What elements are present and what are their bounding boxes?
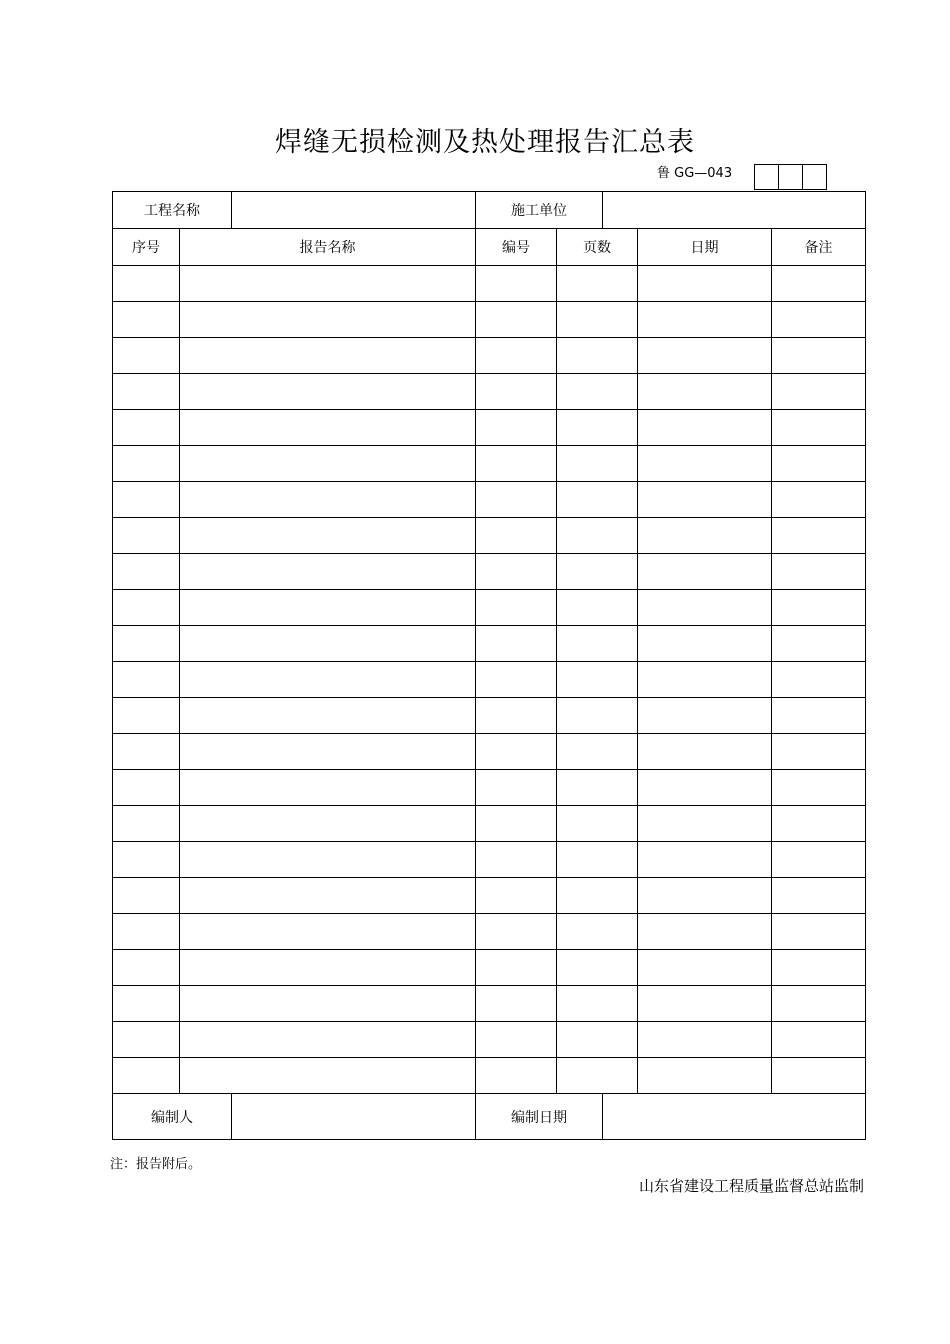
cell-seq[interactable] bbox=[113, 842, 180, 878]
form-title: 焊缝无损检测及热处理报告汇总表 bbox=[275, 127, 695, 158]
cell-number[interactable] bbox=[476, 734, 557, 770]
cell-number[interactable] bbox=[476, 626, 557, 662]
cell-remarks[interactable] bbox=[772, 266, 866, 302]
cell-seq[interactable] bbox=[113, 482, 180, 518]
preparer-field[interactable] bbox=[232, 1094, 476, 1140]
cell-seq[interactable] bbox=[113, 1058, 180, 1094]
cell-remarks[interactable] bbox=[772, 590, 866, 626]
cell-remarks[interactable] bbox=[772, 482, 866, 518]
cell-date[interactable] bbox=[638, 662, 772, 698]
cell-report-name[interactable] bbox=[180, 338, 476, 374]
cell-pages[interactable] bbox=[557, 266, 638, 302]
cell-date[interactable] bbox=[638, 338, 772, 374]
cell-remarks[interactable] bbox=[772, 518, 866, 554]
cell-report-name[interactable] bbox=[180, 1058, 476, 1094]
col-header-report-name: 报告名称 bbox=[180, 229, 476, 266]
cell-date[interactable] bbox=[638, 698, 772, 734]
table-row bbox=[113, 986, 866, 1022]
table-row bbox=[113, 302, 866, 338]
cell-date[interactable] bbox=[638, 626, 772, 662]
cell-seq[interactable] bbox=[113, 878, 180, 914]
cell-remarks[interactable] bbox=[772, 734, 866, 770]
col-header-seq: 序号 bbox=[113, 229, 180, 266]
table-row bbox=[113, 698, 866, 734]
cell-number[interactable] bbox=[476, 554, 557, 590]
prepared-date-field[interactable] bbox=[603, 1094, 866, 1140]
table-row bbox=[113, 482, 866, 518]
cell-remarks[interactable] bbox=[772, 338, 866, 374]
cell-number[interactable] bbox=[476, 770, 557, 806]
table-row bbox=[113, 338, 866, 374]
table-row bbox=[113, 842, 866, 878]
cell-report-name[interactable] bbox=[180, 734, 476, 770]
cell-number[interactable] bbox=[476, 590, 557, 626]
cell-number[interactable] bbox=[476, 806, 557, 842]
cell-date[interactable] bbox=[638, 986, 772, 1022]
table-row bbox=[113, 554, 866, 590]
cell-seq[interactable] bbox=[113, 626, 180, 662]
archive-box[interactable] bbox=[802, 164, 827, 190]
cell-pages[interactable] bbox=[557, 482, 638, 518]
cell-report-name[interactable] bbox=[180, 482, 476, 518]
table-row bbox=[113, 1058, 866, 1094]
cell-remarks[interactable] bbox=[772, 806, 866, 842]
cell-seq[interactable] bbox=[113, 914, 180, 950]
cell-report-name[interactable] bbox=[180, 842, 476, 878]
table-row bbox=[113, 950, 866, 986]
cell-pages[interactable] bbox=[557, 626, 638, 662]
table-row bbox=[113, 662, 866, 698]
cell-number[interactable] bbox=[476, 662, 557, 698]
cell-number[interactable] bbox=[476, 446, 557, 482]
project-name-field[interactable] bbox=[232, 192, 476, 229]
cell-pages[interactable] bbox=[557, 1058, 638, 1094]
table-row bbox=[113, 770, 866, 806]
table-row bbox=[113, 1022, 866, 1058]
cell-pages[interactable] bbox=[557, 338, 638, 374]
cell-pages[interactable] bbox=[557, 410, 638, 446]
cell-number[interactable] bbox=[476, 410, 557, 446]
cell-seq[interactable] bbox=[113, 950, 180, 986]
cell-number[interactable] bbox=[476, 338, 557, 374]
cell-pages[interactable] bbox=[557, 1022, 638, 1058]
table-row bbox=[113, 374, 866, 410]
cell-date[interactable] bbox=[638, 302, 772, 338]
table-row bbox=[113, 266, 866, 302]
cell-seq[interactable] bbox=[113, 518, 180, 554]
cell-date[interactable] bbox=[638, 914, 772, 950]
report-summary-table bbox=[112, 191, 866, 1140]
cell-seq[interactable] bbox=[113, 374, 180, 410]
cell-date[interactable] bbox=[638, 410, 772, 446]
cell-number[interactable] bbox=[476, 986, 557, 1022]
table-row bbox=[113, 878, 866, 914]
project-name-label: 工程名称 bbox=[113, 192, 232, 229]
cell-report-name[interactable] bbox=[180, 590, 476, 626]
table-row bbox=[113, 626, 866, 662]
cell-pages[interactable] bbox=[557, 950, 638, 986]
cell-date[interactable] bbox=[638, 1022, 772, 1058]
col-header-pages: 页数 bbox=[557, 229, 638, 266]
cell-report-name[interactable] bbox=[180, 878, 476, 914]
cell-seq[interactable] bbox=[113, 302, 180, 338]
cell-seq[interactable] bbox=[113, 770, 180, 806]
cell-remarks[interactable] bbox=[772, 302, 866, 338]
footer-row bbox=[113, 1094, 866, 1140]
table-row bbox=[113, 590, 866, 626]
cell-remarks[interactable] bbox=[772, 698, 866, 734]
cell-report-name[interactable] bbox=[180, 698, 476, 734]
issuer-label: 山东省建设工程质量监督总站监制 bbox=[638, 1177, 864, 1195]
cell-date[interactable] bbox=[638, 950, 772, 986]
cell-pages[interactable] bbox=[557, 770, 638, 806]
cell-date[interactable] bbox=[638, 770, 772, 806]
cell-number[interactable] bbox=[476, 698, 557, 734]
cell-pages[interactable] bbox=[557, 734, 638, 770]
cell-report-name[interactable] bbox=[180, 986, 476, 1022]
cell-report-name[interactable] bbox=[180, 518, 476, 554]
cell-pages[interactable] bbox=[557, 698, 638, 734]
cell-remarks[interactable] bbox=[772, 446, 866, 482]
cell-report-name[interactable] bbox=[180, 446, 476, 482]
cell-pages[interactable] bbox=[557, 878, 638, 914]
cell-report-name[interactable] bbox=[180, 374, 476, 410]
cell-date[interactable] bbox=[638, 734, 772, 770]
cell-seq[interactable] bbox=[113, 806, 180, 842]
cell-seq[interactable] bbox=[113, 734, 180, 770]
cell-report-name[interactable] bbox=[180, 1022, 476, 1058]
cell-remarks[interactable] bbox=[772, 986, 866, 1022]
table-row bbox=[113, 446, 866, 482]
cell-remarks[interactable] bbox=[772, 554, 866, 590]
cell-number[interactable] bbox=[476, 374, 557, 410]
cell-seq[interactable] bbox=[113, 266, 180, 302]
cell-pages[interactable] bbox=[557, 302, 638, 338]
cell-seq[interactable] bbox=[113, 662, 180, 698]
cell-date[interactable] bbox=[638, 878, 772, 914]
cell-pages[interactable] bbox=[557, 554, 638, 590]
cell-date[interactable] bbox=[638, 554, 772, 590]
cell-pages[interactable] bbox=[557, 662, 638, 698]
cell-date[interactable] bbox=[638, 806, 772, 842]
cell-date[interactable] bbox=[638, 518, 772, 554]
cell-seq[interactable] bbox=[113, 698, 180, 734]
cell-pages[interactable] bbox=[557, 806, 638, 842]
cell-remarks[interactable] bbox=[772, 878, 866, 914]
table-row bbox=[113, 518, 866, 554]
archive-box[interactable] bbox=[778, 164, 802, 190]
cell-pages[interactable] bbox=[557, 518, 638, 554]
cell-pages[interactable] bbox=[557, 446, 638, 482]
contractor-field[interactable] bbox=[603, 192, 866, 229]
cell-remarks[interactable] bbox=[772, 842, 866, 878]
cell-seq[interactable] bbox=[113, 590, 180, 626]
table-row bbox=[113, 914, 866, 950]
cell-remarks[interactable] bbox=[772, 410, 866, 446]
footnote: 注：报告附后。 bbox=[110, 1157, 202, 1172]
table-row bbox=[113, 734, 866, 770]
archive-number-boxes bbox=[754, 164, 827, 190]
cell-date[interactable] bbox=[638, 1058, 772, 1094]
cell-remarks[interactable] bbox=[772, 914, 866, 950]
cell-number[interactable] bbox=[476, 266, 557, 302]
col-header-date: 日期 bbox=[638, 229, 772, 266]
cell-report-name[interactable] bbox=[180, 662, 476, 698]
cell-pages[interactable] bbox=[557, 590, 638, 626]
cell-report-name[interactable] bbox=[180, 266, 476, 302]
table-row bbox=[113, 806, 866, 842]
cell-report-name[interactable] bbox=[180, 626, 476, 662]
cell-seq[interactable] bbox=[113, 446, 180, 482]
cell-pages[interactable] bbox=[557, 914, 638, 950]
cell-seq[interactable] bbox=[113, 410, 180, 446]
cell-date[interactable] bbox=[638, 482, 772, 518]
cell-seq[interactable] bbox=[113, 338, 180, 374]
col-header-remarks: 备注 bbox=[772, 229, 866, 266]
cell-date[interactable] bbox=[638, 446, 772, 482]
cell-pages[interactable] bbox=[557, 374, 638, 410]
contractor-label: 施工单位 bbox=[476, 192, 603, 229]
form-code: 鲁 GG—043 bbox=[657, 166, 733, 181]
preparer-label: 编制人 bbox=[113, 1094, 232, 1140]
archive-box[interactable] bbox=[754, 164, 778, 190]
project-info-row bbox=[113, 192, 866, 229]
cell-number[interactable] bbox=[476, 302, 557, 338]
cell-report-name[interactable] bbox=[180, 410, 476, 446]
cell-number[interactable] bbox=[476, 914, 557, 950]
cell-number[interactable] bbox=[476, 878, 557, 914]
cell-report-name[interactable] bbox=[180, 302, 476, 338]
cell-seq[interactable] bbox=[113, 1022, 180, 1058]
cell-remarks[interactable] bbox=[772, 950, 866, 986]
cell-seq[interactable] bbox=[113, 554, 180, 590]
cell-remarks[interactable] bbox=[772, 374, 866, 410]
cell-remarks[interactable] bbox=[772, 1022, 866, 1058]
cell-report-name[interactable] bbox=[180, 554, 476, 590]
cell-number[interactable] bbox=[476, 482, 557, 518]
cell-remarks[interactable] bbox=[772, 662, 866, 698]
table-row bbox=[113, 410, 866, 446]
col-header-number: 编号 bbox=[476, 229, 557, 266]
cell-number[interactable] bbox=[476, 1022, 557, 1058]
cell-number[interactable] bbox=[476, 842, 557, 878]
cell-report-name[interactable] bbox=[180, 950, 476, 986]
cell-pages[interactable] bbox=[557, 842, 638, 878]
cell-report-name[interactable] bbox=[180, 770, 476, 806]
cell-remarks[interactable] bbox=[772, 1058, 866, 1094]
cell-remarks[interactable] bbox=[772, 626, 866, 662]
cell-report-name[interactable] bbox=[180, 914, 476, 950]
cell-number[interactable] bbox=[476, 518, 557, 554]
cell-date[interactable] bbox=[638, 842, 772, 878]
cell-pages[interactable] bbox=[557, 986, 638, 1022]
cell-number[interactable] bbox=[476, 1058, 557, 1094]
column-header-row bbox=[113, 229, 866, 266]
cell-seq[interactable] bbox=[113, 986, 180, 1022]
prepared-date-label: 编制日期 bbox=[476, 1094, 603, 1140]
cell-report-name[interactable] bbox=[180, 806, 476, 842]
cell-number[interactable] bbox=[476, 950, 557, 986]
cell-date[interactable] bbox=[638, 266, 772, 302]
cell-date[interactable] bbox=[638, 590, 772, 626]
cell-remarks[interactable] bbox=[772, 770, 866, 806]
cell-date[interactable] bbox=[638, 374, 772, 410]
